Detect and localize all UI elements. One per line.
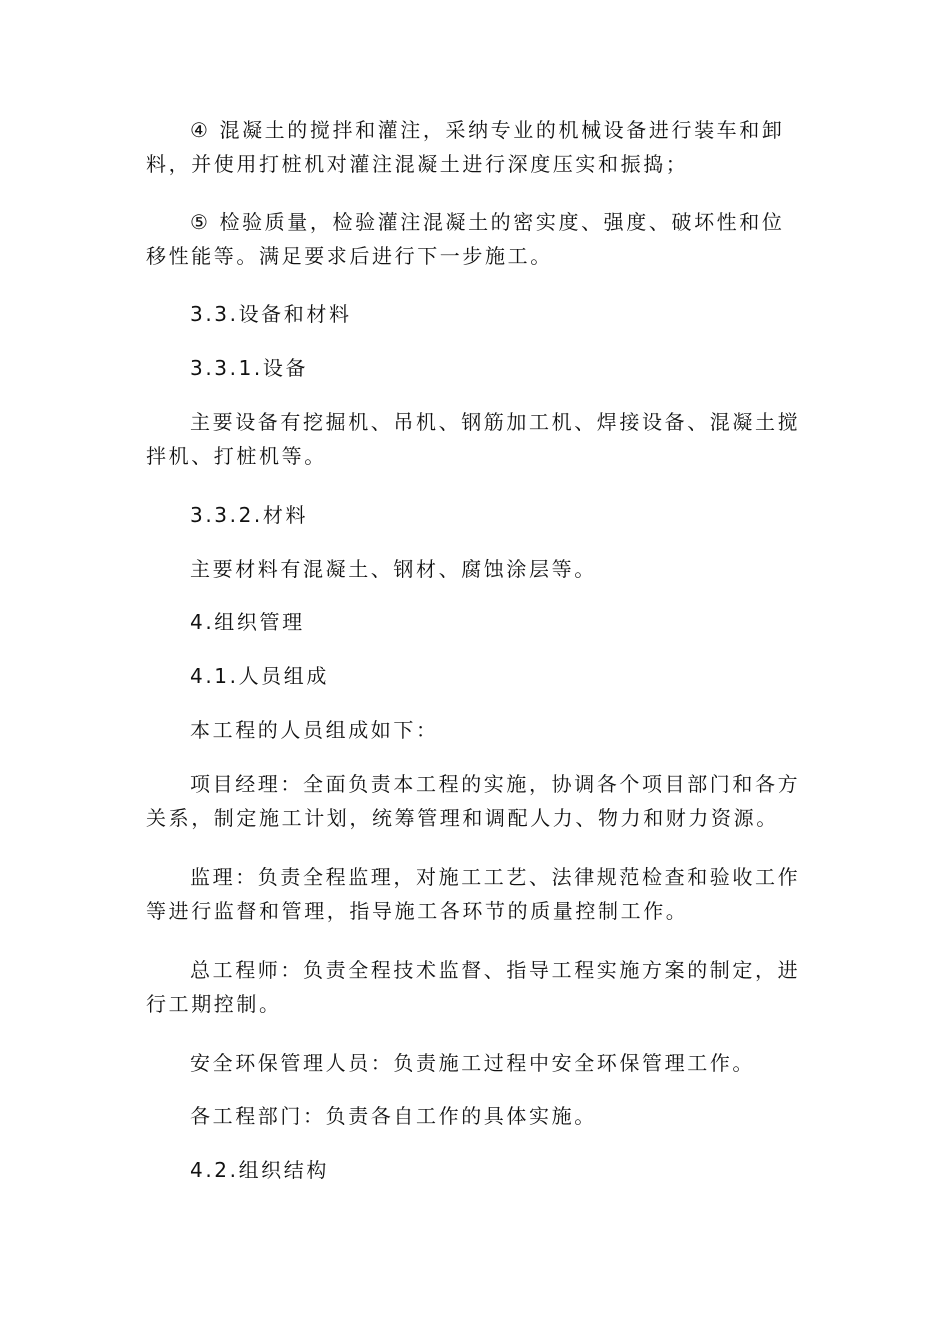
paragraph-departments: 各工程部门：负责各自工作的具体实施。 xyxy=(190,1104,597,1128)
paragraph-safety-staff: 安全环保管理人员：负责施工过程中安全环保管理工作。 xyxy=(190,1051,755,1075)
paragraph-staff-intro: 本工程的人员组成如下： xyxy=(190,718,439,742)
paragraph-equipment: 主要设备有挖掘机、吊机、钢筋加工机、焊接设备、混凝土搅拌机、打桩机等。 xyxy=(146,410,801,468)
paragraph-concrete-pouring: ④ 混凝土的搅拌和灌注，采纳专业的机械设备进行装车和卸料，并使用打桩机对灌注混凝土进行深度压实和振捣； xyxy=(146,118,785,176)
heading-4-2: 4.2.组织结构 xyxy=(190,1158,329,1182)
heading-3-3: 3.3.设备和材料 xyxy=(190,302,352,326)
heading-4-1: 4.1.人员组成 xyxy=(190,664,329,688)
heading-4: 4.组织管理 xyxy=(190,610,305,634)
heading-3-3-1: 3.3.1.设备 xyxy=(190,356,309,380)
heading-3-3-2: 3.3.2.材料 xyxy=(190,503,309,527)
paragraph-supervisor: 监理：负责全程监理，对施工工艺、法律规范检查和验收工作等进行监督和管理，指导施工各环节的质量控制工作。 xyxy=(146,865,801,923)
paragraph-quality-inspection: ⑤ 检验质量，检验灌注混凝土的密实度、强度、破坏性和位移性能等。满足要求后进行下一步施工。 xyxy=(146,210,785,268)
paragraph-chief-engineer: 总工程师：负责全程技术监督、指导工程实施方案的制定，进行工期控制。 xyxy=(146,958,801,1016)
paragraph-project-manager: 项目经理：全面负责本工程的实施，协调各个项目部门和各方关系，制定施工计划，统筹管理和调配人力、物力和财力资源。 xyxy=(146,772,801,830)
paragraph-materials: 主要材料有混凝土、钢材、腐蚀涂层等。 xyxy=(190,557,597,581)
